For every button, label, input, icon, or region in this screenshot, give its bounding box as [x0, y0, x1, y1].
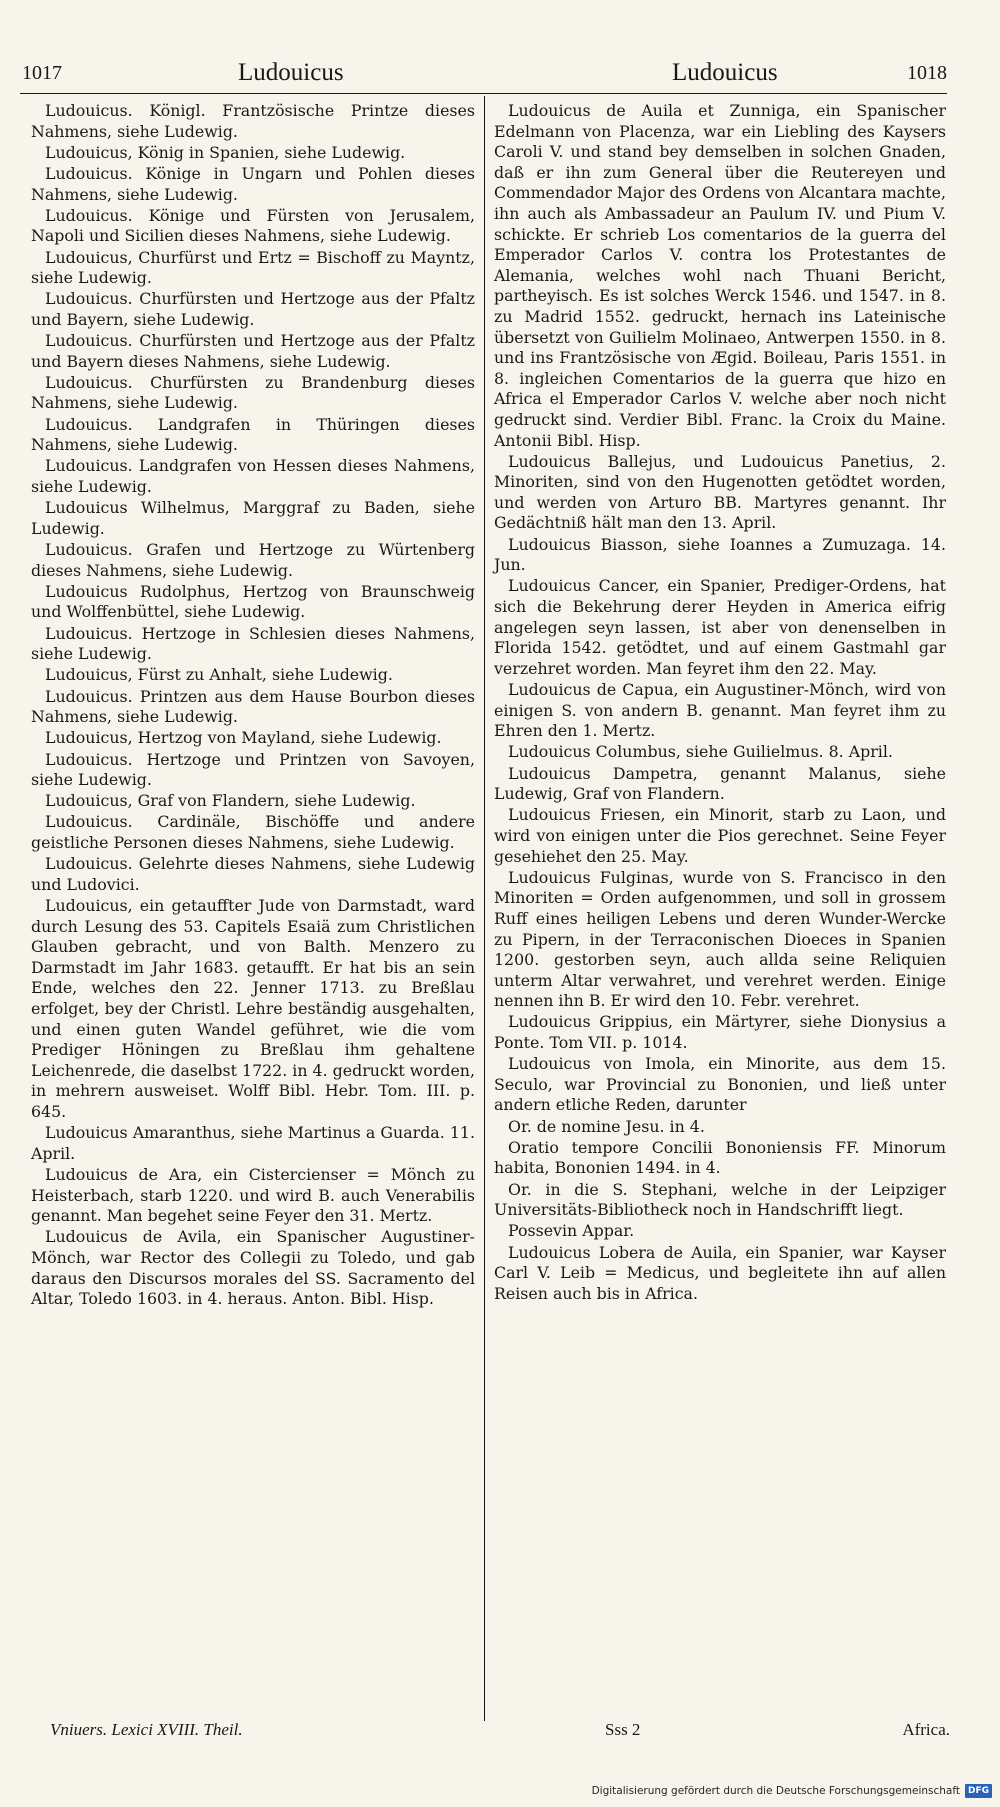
entry: Ludouicus Wilhelmus, Marggraf zu Baden, siehe Ludewig.: [31, 498, 475, 538]
dfg-logo-icon: DFG: [965, 1784, 992, 1798]
entry: Ludouicus, König in Spanien, siehe Ludewig.: [45, 142, 406, 162]
entry: Ludouicus Lobera de Auila, ein Spanier, war Kayser Carl V. Leib = Medicus, und begleitete ihn auf allen Reisen auch bis in Africa.: [494, 1242, 946, 1303]
entry: Ludouicus. Printzen aus dem Hause Bourbon dieses Nahmens, siehe Ludewig.: [31, 686, 475, 727]
entry: Ludouicus. Landgrafen in Thüringen dieses Nahmens, siehe Ludewig.: [31, 414, 475, 455]
right-column: [494, 101, 946, 1305]
entry: Ludouicus. Hertzoge und Printzen von Savoyen, siehe Ludewig.: [31, 749, 475, 790]
entry: Ludouicus. Gelehrte dieses Nahmens, siehe Ludewig und Ludovici.: [31, 854, 475, 894]
page-number-right: 1018: [907, 62, 947, 84]
digitization-credit: [592, 1781, 992, 1801]
running-title-right: Ludouicus: [672, 59, 778, 86]
entry: Ludouicus. Churfürsten zu Brandenburg dieses Nahmens, siehe Ludewig.: [31, 372, 475, 413]
entry: Ludouicus de Auila et Zunniga, ein Spanischer Edelmann von Placenza, war ein Liebling des Kaysers Caroli V. und stand bey demselben in solchen Gnaden, daß er ihn zum General über die Reutereyen und Commendador Major des Ordens von Alcantara machte, ihn auch als Ambassadeur an Paulum IV. und Pium V. schickte. Er schrieb Los comentarios de la guerra del Emperador Carlos V. contra los Protestantes de Alemania, welches wohl nach Thuani Bericht, partheyisch. Es ist solches Werck 1546. und 1547. in 8. zu Madrid 1552. gedruckt, hernach ins Lateinische übersetzt von Guilielm Molinaeo, Antwerpen 1550. in 8. und ins Frantzösische von Ægid. Boileau, Paris 1551. in 8. ingleichen Comentarios de la guerra que hizo en Africa el Emperador Carlos V. welche aber noch nicht gedruckt sind. Verdier Bibl. Franc. la Croix du Maine. Antonii Bibl. Hisp.: [494, 101, 946, 450]
header-rule: [20, 93, 947, 94]
column-divider: [484, 96, 485, 1721]
entry: Ludouicus Grippius, ein Märtyrer, siehe Dionysius a Ponte. Tom VII. p. 1014.: [494, 1012, 946, 1053]
entry: Ludouicus von Imola, ein Minorite, aus dem 15. Seculo, war Provincial zu Bononien, und ließ unter andern etliche Reden, darunter: [494, 1054, 946, 1115]
entry: Ludouicus, ein getauffter Jude von Darmstadt, ward durch Lesung des 53. Capitels Esaiä zum Christlichen Glauben gebracht, und von Balth. Menzero zu Darmstadt im Jahr 1683. getaufft. Er hat bis an sein Ende, welches den 22. Jenner 1713. zu Breßlau erfolget, bey der Christl. Lehre beständig ausgehalten, und einen guten Wandel geführet, wie die vom Prediger Höningen zu Breßlau ihm gehaltene Leichenrede, die daselbst 1722. in 4. gedruckt worden, in mehrern ausweiset. Wolff Bibl. Hebr. Tom. III. p. 645.: [31, 896, 475, 1121]
entry: Oratio tempore Concilii Bononiensis FF. Minorum habita, Bononien 1494. in 4.: [494, 1137, 946, 1178]
running-title-left: Ludouicus: [238, 59, 344, 86]
page-number-left: 1017: [22, 62, 62, 84]
entry: Ludouicus. Cardinäle, Bischöffe und andere geistliche Personen dieses Nahmens, siehe Ludewig.: [31, 812, 475, 853]
entry: Ludouicus Amaranthus, siehe Martinus a Guarda. 11. April.: [31, 1123, 475, 1163]
entry: Ludouicus Ballejus, und Ludouicus Panetius, 2. Minoriten, sind von den Hugenotten getödtet worden, und werden von Arturo BB. Martyres genannt. Ihr Gedächtniß hält man den 13. April.: [494, 451, 946, 533]
page-header: [22, 58, 947, 88]
entry: Or. in die S. Stephani, welche in der Leipziger Universitäts-Bibliotheck noch in Handschrifft liegt.: [494, 1179, 946, 1220]
entry: Ludouicus Dampetra, genannt Malanus, siehe Ludewig, Graf von Flandern.: [494, 763, 946, 804]
sheet-mark: Sss 2: [605, 1720, 641, 1739]
entry: Possevin Appar.: [508, 1221, 635, 1241]
entry: Ludouicus, Hertzog von Mayland, siehe Ludewig.: [45, 728, 442, 748]
entry: Ludouicus. Königl. Frantzösische Printze dieses Nahmens, siehe Ludewig.: [31, 101, 475, 141]
entry: Ludouicus. Könige und Fürsten von Jerusalem, Napoli und Sicilien dieses Nahmens, siehe Ludewig.: [31, 205, 475, 246]
catchword: Africa.: [902, 1720, 950, 1739]
page-footer: [50, 1718, 950, 1744]
entry: Ludouicus de Capua, ein Augustiner-Mönch, wird von einigen S. von andern B. genannt. Man feyret ihm zu Ehren den 1. Mertz.: [494, 680, 946, 741]
entry: Ludouicus. Churfürsten und Hertzoge aus der Pfaltz und Bayern dieses Nahmens, siehe Ludewig.: [31, 331, 475, 371]
entry: Ludouicus. Hertzoge in Schlesien dieses Nahmens, siehe Ludewig.: [31, 623, 475, 664]
entry: Ludouicus de Avila, ein Spanischer Augustiner-Mönch, war Rector des Collegii zu Toledo, und gab daraus den Discursos morales del SS. Sacramento del Altar, Toledo 1603. in 4. heraus. Anton. Bibl. Hisp.: [31, 1227, 475, 1309]
entry: Ludouicus Fulginas, wurde von S. Francisco in den Minoriten = Orden aufgenommen, und soll in grossem Ruff eines heiligen Lebens und deren Wunder-Wercke zu Pipern, in der Terraconischen Dioeces in Spanien 1200. gestorben seyn, auch allda seine Reliquien unterm Altar verwahret, und verehret werden. Einige nennen ihn B. Er wird den 10. Febr. verehret.: [494, 867, 946, 1011]
entry: Ludouicus. Landgrafen von Hessen dieses Nahmens, siehe Ludewig.: [31, 456, 475, 497]
entry: Ludouicus. Könige in Ungarn und Pohlen dieses Nahmens, siehe Ludewig.: [31, 163, 475, 204]
entry: Ludouicus. Grafen und Hertzoge zu Würtenberg dieses Nahmens, siehe Ludewig.: [31, 540, 475, 580]
entry: Ludouicus Columbus, siehe Guilielmus. 8. April.: [508, 742, 893, 762]
credit-text: Digitalisierung gefördert durch die Deutsche Forschungsgemeinschaft: [591, 1785, 960, 1797]
entry: Ludouicus Cancer, ein Spanier, Prediger-Ordens, hat sich die Bekehrung derer Heyden in America eifrig angelegen seyn lassen, ist aber von denenselben in Florida 1542. getödtet, und auf einem Gastmahl gar verzehret worden. Man feyret ihm den 22. May.: [494, 576, 946, 678]
entry: Ludouicus, Graf von Flandern, siehe Ludewig.: [45, 791, 416, 811]
entry: Ludouicus, Churfürst und Ertz = Bischoff zu Mayntz, siehe Ludewig.: [31, 247, 475, 288]
entry: Ludouicus, Fürst zu Anhalt, siehe Ludewig.: [45, 665, 393, 685]
entry: Ludouicus Rudolphus, Hertzog von Braunschweig und Wolffenbüttel, siehe Ludewig.: [31, 581, 475, 622]
left-column: [31, 101, 475, 1310]
signature-mark: Vniuers. Lexici XVIII. Theil.: [50, 1720, 243, 1739]
entry: Ludouicus Friesen, ein Minorit, starb zu Laon, und wird von einigen unter die Pios gerechnet. Seine Feyer gesehiehet den 25. May.: [494, 805, 946, 866]
entry: Ludouicus de Ara, ein Cistercienser = Mönch zu Heisterbach, starb 1220. und wird B. auch Venerabilis genannt. Man begehet seine Feyer den 31. Mertz.: [31, 1164, 475, 1226]
entry: Ludouicus. Churfürsten und Hertzoge aus der Pfaltz und Bayern, siehe Ludewig.: [31, 289, 475, 329]
entry: Or. de nomine Jesu. in 4.: [508, 1116, 705, 1136]
entry: Ludouicus Biasson, siehe Ioannes a Zumuzaga. 14. Jun.: [494, 534, 946, 575]
